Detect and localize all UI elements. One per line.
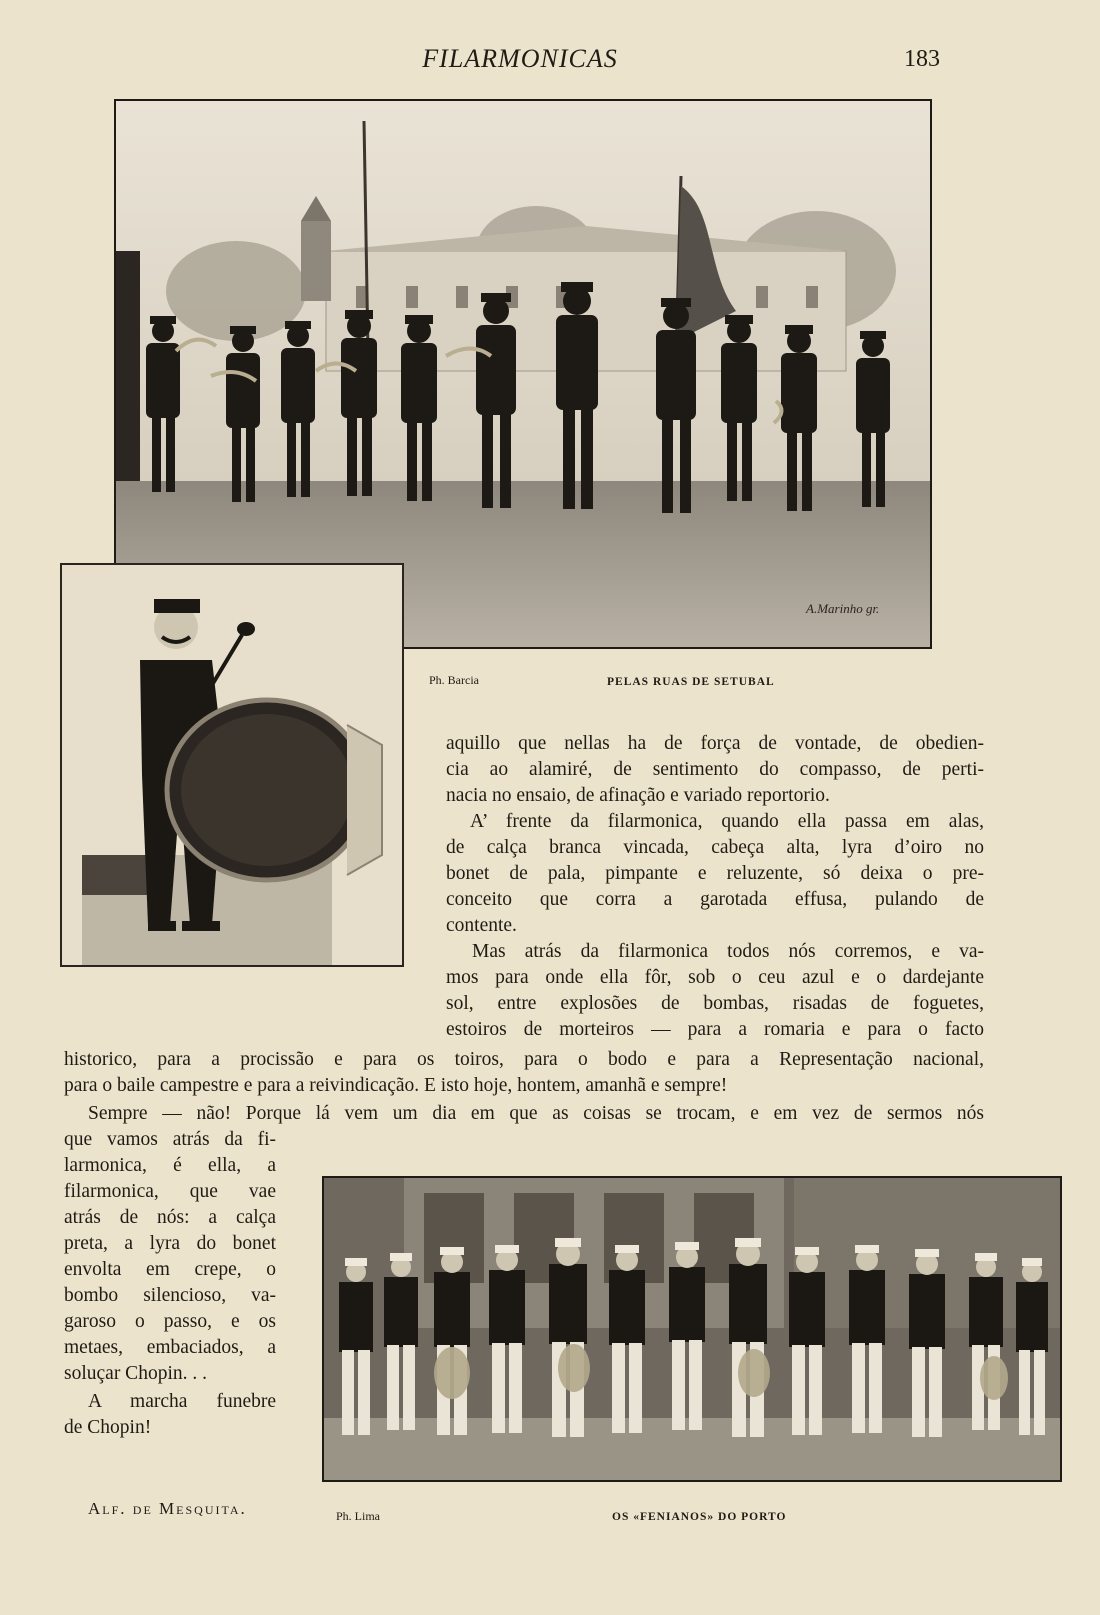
text-line: cia ao alamiré, de sentimento do compasso, de perti- <box>446 759 984 780</box>
text-line: para o baile campestre e para a reivindicação. E isto hoje, hontem, amanhã e sempre! <box>64 1075 728 1096</box>
top-photo-credit: Ph. Barcia <box>429 673 479 687</box>
text-line: nacia no ensaio, de afinação e variado reportorio. <box>446 785 830 806</box>
bottom-photo-credit: Ph. Lima <box>336 1509 380 1523</box>
article-author: Alf. de Mesquita. <box>88 1499 247 1518</box>
engraver-signature: A.Marinho gr. <box>806 601 880 616</box>
text-line: A’ frente da filarmonica, quando ella passa em alas, <box>470 811 984 832</box>
top-photo-caption: PELAS RUAS DE SETUBAL <box>607 676 775 688</box>
text-line: metaes, embaciados, a <box>64 1337 276 1358</box>
text-line: garoso o passo, e os <box>64 1311 276 1332</box>
page-number: 183 <box>904 46 940 72</box>
text-line: conceito que corra a garotada effusa, pulando de <box>446 889 984 910</box>
text-line: atrás de nós: a calça <box>64 1207 276 1228</box>
text-line: bombo silencioso, va- <box>64 1285 276 1306</box>
text-line: de calça branca vincada, cabeça alta, lyra d’oiro no <box>446 837 984 858</box>
drummer-illustration <box>62 565 402 965</box>
text-line: filarmonica, que vae <box>64 1181 276 1202</box>
text-line: preta, a lyra do bonet <box>64 1233 276 1254</box>
text-line: A marcha funebre <box>88 1391 276 1412</box>
fenianos-band-illustration <box>324 1178 1060 1480</box>
text-line: estoiros de morteiros — para a romaria e para o facto <box>446 1019 984 1040</box>
text-line: sol, entre explosões de bombas, risadas de foguetes, <box>446 993 984 1014</box>
text-line: bonet de pala, pimpante e reluzente, só deixa o pre- <box>446 863 984 884</box>
text-line: larmonica, é ella, a <box>64 1155 276 1176</box>
text-line: Sempre — não! Porque lá vem um dia em que as coisas se trocam, e em vez de sermos nós <box>88 1103 984 1124</box>
text-line: que vamos atrás da fi- <box>64 1129 276 1150</box>
bottom-photo-caption: OS «FENIANOS» DO PORTO <box>612 1511 787 1523</box>
running-header: FILARMONICAS <box>422 44 618 73</box>
text-line: aquillo que nellas ha de força de vontade, de obedien- <box>446 733 984 754</box>
text-line: de Chopin! <box>64 1417 152 1438</box>
text-line: mos para onde ella fôr, sob o ceu azul e o dardejante <box>446 967 984 988</box>
text-line: contente. <box>446 915 517 936</box>
text-line: soluçar Chopin. . . <box>64 1363 207 1384</box>
photo-bass-drummer <box>60 563 404 967</box>
text-line: Mas atrás da filarmonica todos nós corremos, e va- <box>472 941 984 962</box>
photo-fenianos-band <box>322 1176 1062 1482</box>
text-line: historico, para a procissão e para os toiros, para o bodo e para a Representação nacional, <box>64 1049 984 1070</box>
text-line: envolta em crepe, o <box>64 1259 276 1280</box>
